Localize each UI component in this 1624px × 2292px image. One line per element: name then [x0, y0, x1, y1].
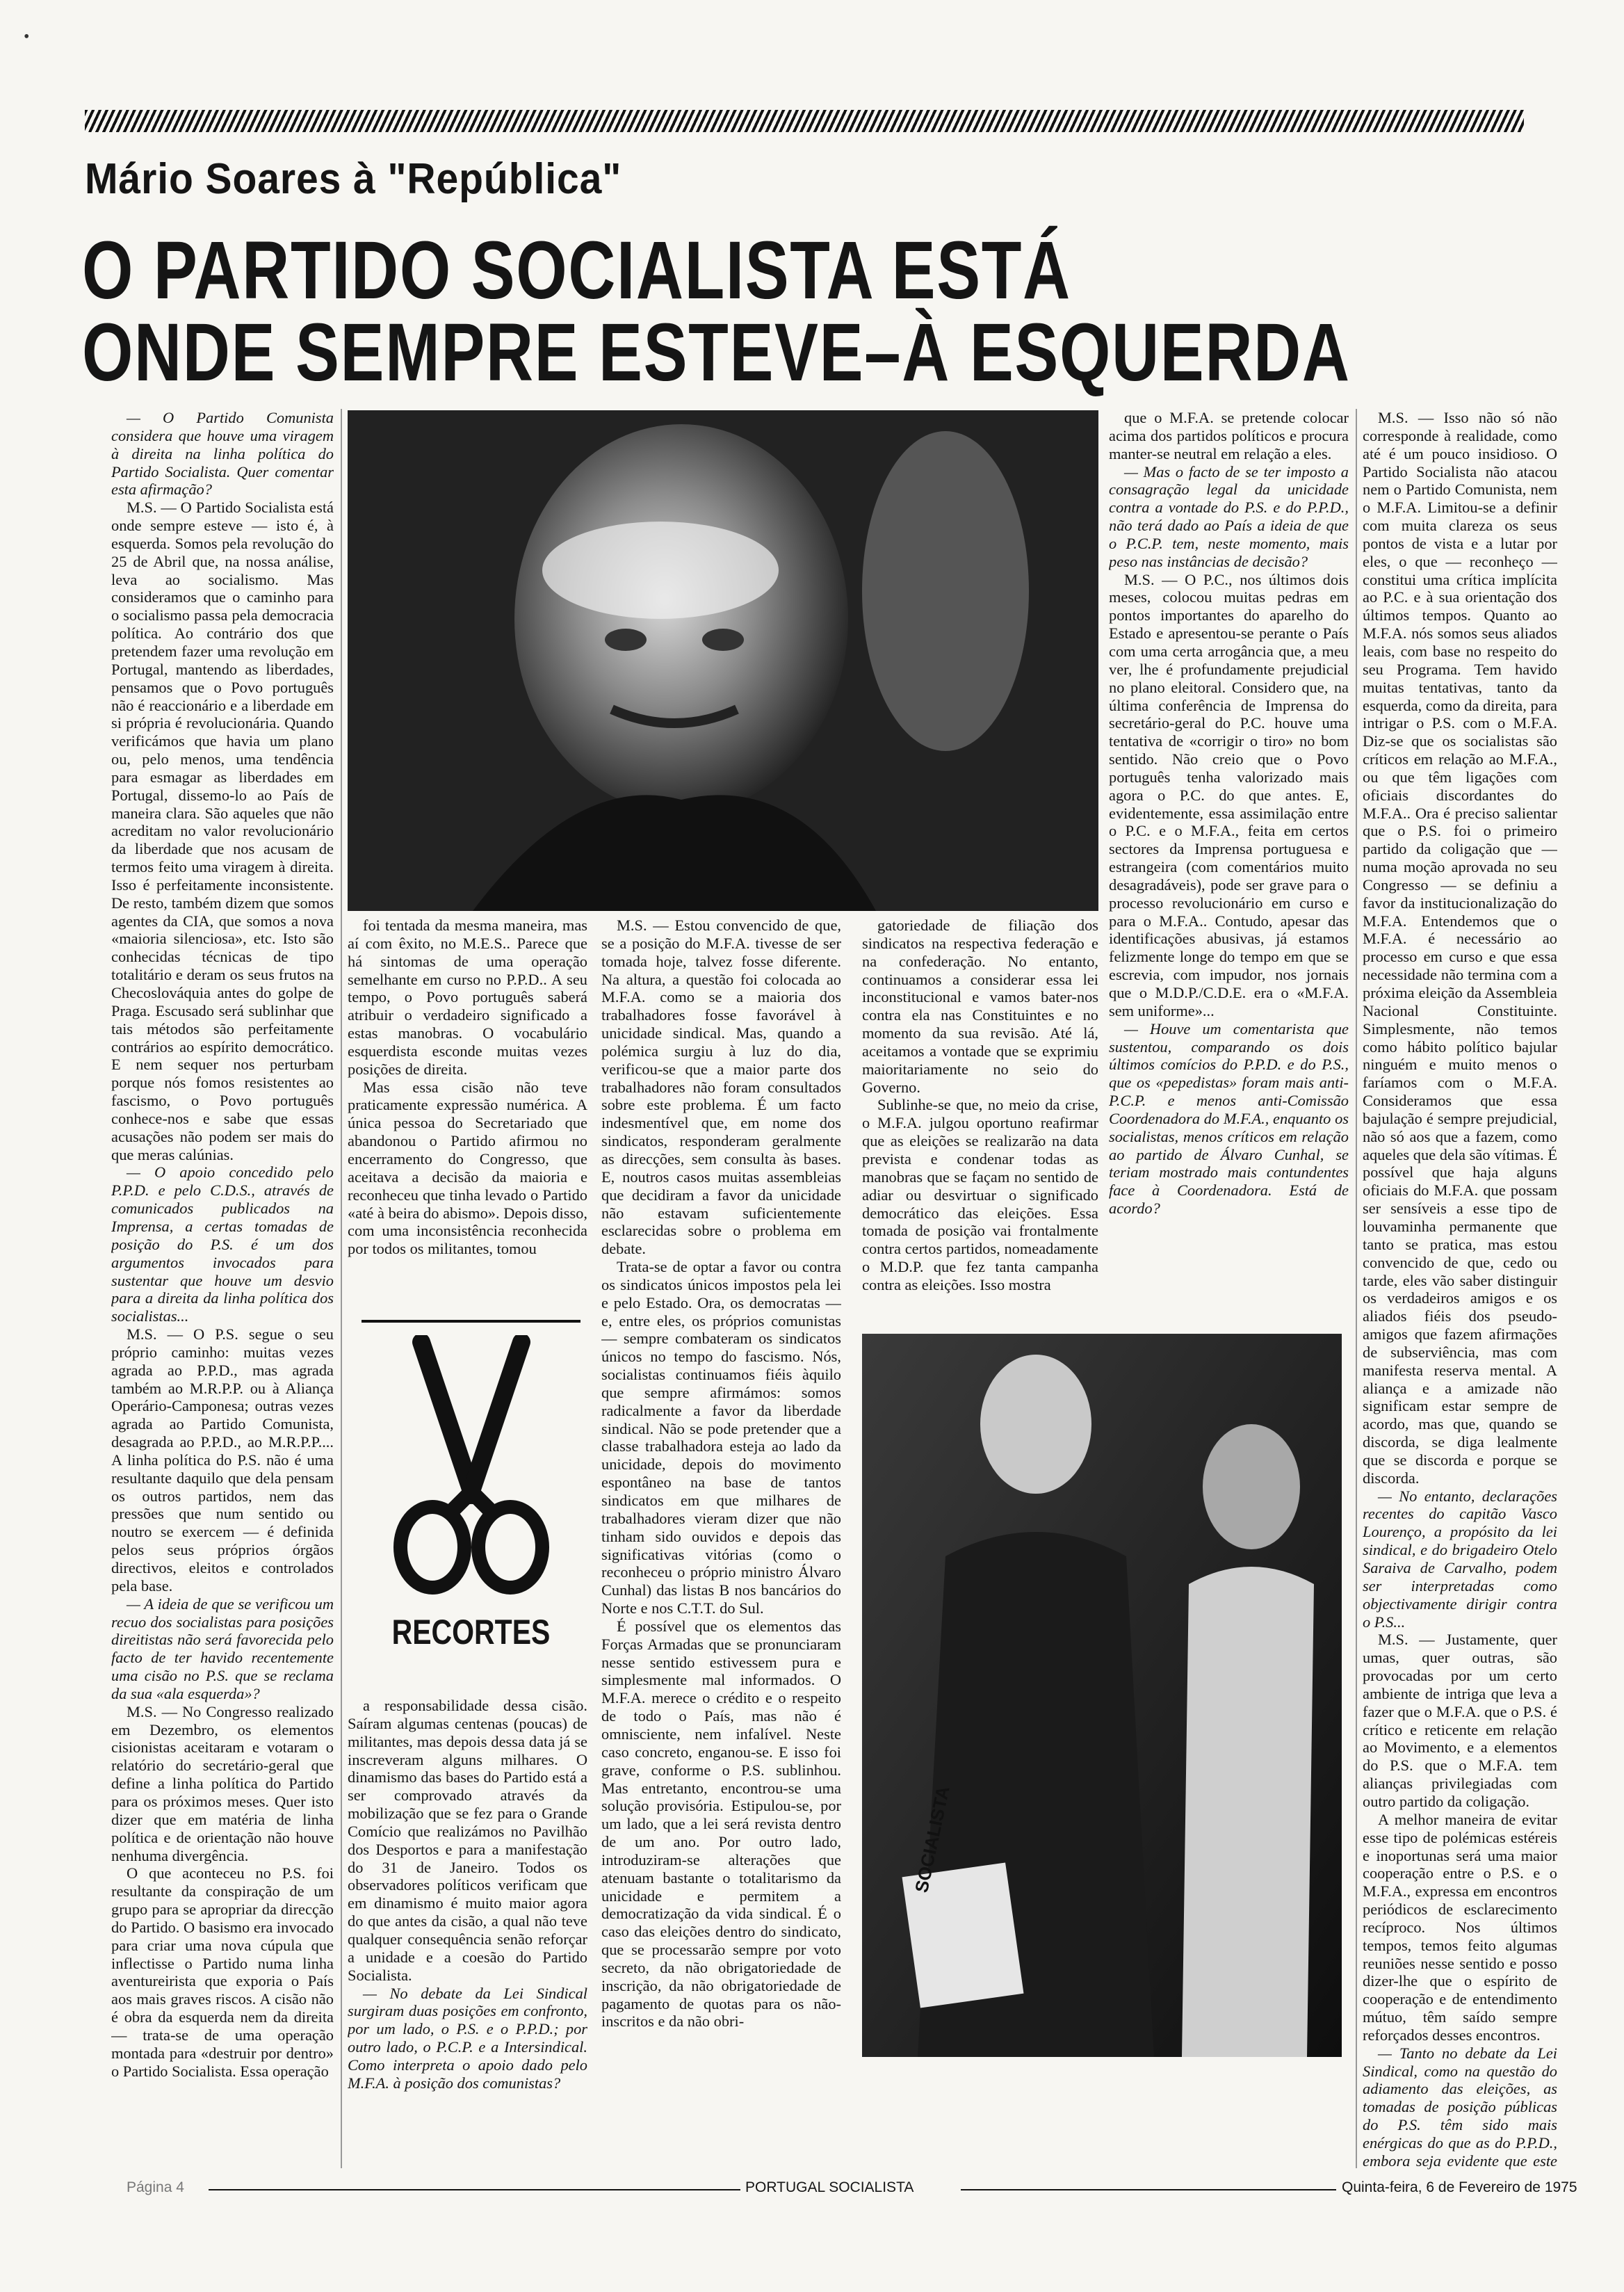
interview-answer: M.S. — O P.S. segue o seu próprio caminho: muitas vezes agrada ao P.P.D., mas agrada também ao M.R.P.P. ou à Aliança Operário-Camponesa; outras vezes agrada ao Partido Comunista, desagrada ao P.P.D., ao M.R.P.P.... A linha política do P.S. não é uma resultante daquilo que dela pensam os outros partidos, nem das pressões que num sentido ou noutro se exercem — é definida pelos seus próprios órgãos directivos, eleitos e controlados pela base.	[111, 1325, 334, 1595]
header-hatch-band	[85, 110, 1524, 132]
article-column-3	[348, 1697, 587, 2170]
footer-rule-left	[209, 2189, 740, 2190]
interview-answer: É possível que os elementos das Forças Armadas que se pronunciaram nesse sentido estivessem pura e simplesmente mal informados. O M.F.A. merece o crédito e o respeito de todo o País, mas não é omnisciente, nem infalível. Neste caso concreto, enganou-se. E isso foi grave, conforme o P.S. sublinhou. Mas entretanto, encontrou-se uma solução provisória. Estipulou-se, por um lado, que a lei será revista dentro de um ano. Por outro lado, introduziram-se alterações que atenuam bastante o totalitarismo da unicidade e permitem a democratização da vida sindical. É o caso das eleições dentro do sindicato, que se processarão sempre por voto secreto, da não obrigatoriedade de inscrição, da não obrigatoriedade de pagamento de quotas para os não-inscritos e da não obri-	[601, 1617, 841, 2031]
photo-2-image	[862, 1334, 1342, 2057]
headline-line-1: O PARTIDO SOCIALISTA ESTÁ	[82, 225, 1071, 316]
photo-1-image	[348, 410, 1098, 911]
column-rule-1	[341, 409, 342, 2168]
article-column-2	[348, 917, 587, 1288]
interview-answer: foi tentada da mesma maneira, mas aí com êxito, no M.E.S.. Parece que há sintomas de uma operação semelhante em curso no P.P.D.. A seu tempo, o Povo português saberá atribuir o verdadeiro significado a estas manobras. O vocabulário esquerdista esconde muitas vezes posições de direita.	[348, 917, 587, 1078]
banner-text: SOCIALISTA	[911, 1784, 954, 1895]
headline-line-2: ONDE SEMPRE ESTEVE–À ESQUERDA	[82, 307, 1351, 398]
interview-answer: A melhor maneira de evitar esse tipo de polémicas estéreis e inoportunas será uma maior cooperação entre o P.S. e o M.F.A., expressa em encontros periódicos de esclarecimento recíproco. Nos últimos tempos, temos feito algumas reuniões nesse sentido e posso dizer-lhe que o espírito de cooperação e de entendimento mútuo, têm saído sempre reforçados desses encontros.	[1363, 1810, 1557, 2044]
footer-date: Quinta-feira, 6 de Fevereiro de 1975	[1342, 2179, 1577, 2195]
interview-question: — O apoio concedido pelo P.P.D. e pelo C.D.S., através de comunicados publicados na Imprensa, a certas tomadas de posição do P.S. é um dos argumentos invocados para sustentar que houve um desvio para a direita da linha política dos socialistas...	[111, 1163, 334, 1325]
photo-mario-soares	[348, 410, 1098, 911]
interview-answer: M.S. — Estou convencido de que, se a posição do M.F.A. tivesse de ser tomada hoje, talvez fosse diferente. Na altura, a questão foi colocada ao M.F.A. como se a maioria dos trabalhadores fosse favorável à unicidade sindical. Mas, quando a polémica surgiu à luz do dia, verificou-se que a maior parte dos trabalhadores não foram consultados sobre este problema. É um facto indesmentível que, em nome dos sindicatos, responderam geralmente as direcções, sem consulta às bases. E, noutros casos muitas assembleias que decidiram a favor da unicidade não estavam suficientemente esclarecidas sobre o problema em debate.	[601, 917, 841, 1258]
interview-answer: M.S. — Justamente, quer umas, quer outras, são provocadas por um certo ambiente de intriga que leva a fazer que o M.F.A. que o P.S. é crítico e reticente em relação ao Movimento, e a elementos do P.S. que o M.F.A. tem alianças privilegiadas com outro partido da coligação.	[1363, 1631, 1557, 1810]
footer-page-number: Página 4	[127, 2179, 184, 2195]
headline	[82, 225, 1351, 398]
interview-question: — No debate da Lei Sindical surgiram duas posições em confronto, por um lado, o P.S. e o P.P.D.; por outro lado, o P.C.P. e a Intersindical. Como interpreta o apoio dado pelo M.F.A. à posição dos comunistas?	[348, 1984, 587, 2092]
photo-soares-rally	[862, 1334, 1342, 2057]
article-column-6	[1109, 409, 1349, 1316]
interview-question: — Tanto no debate da Lei Sindical, como na questão do adiamento das eleições, as tomadas de posição públicas do P.S. têm sido mais enérgicas do que as do P.P.D., embora seja evidente que este	[1363, 2044, 1557, 2170]
interview-answer: Trata-se de optar a favor ou contra os sindicatos únicos impostos pela lei e pelo Estado. Ora, os democratas — e, entre eles, os próprios comunistas — sempre combateram os sindicatos únicos no tempo do fascismo. Nós, socialistas continuamos fiéis àquilo que sempre afirmámos: somos radicalmente a favor da liberdade sindical. Não se pode pretender que a classe trabalhadora esteja ao lado da unicidade, depois do movimento espontâneo na base de tantos sindicatos em que milhares de trabalhadores vieram dizer que não tinham sido ouvidos e depois das significativas vitórias (como o reconheceu o próprio ministro Álvaro Cunhal) das listas B nos bancários do Norte e nos C.T.T. do Sul.	[601, 1258, 841, 1617]
interview-question: — Houve um comentarista que sustentou, comparando os dois últimos comícios do P.P.D. e do P.S., que os «pepedistas» foram mais anti-P.C.P. e menos anti-Comissão Coordenadora do M.F.A., enquanto os socialistas, menos críticos em relação ao partido de Álvaro Cunhal, se teriam mostrado mais contundentes face à Coordenadora. Está de acordo?	[1109, 1019, 1349, 1218]
interview-question: — Mas o facto de se ter imposto a consagração legal da unicidade contra a vontade do P.S. e do P.P.D., não terá dado ao País a ideia de que o P.C.P. tem, neste momento, mais peso nas instâncias de decisão?	[1109, 462, 1349, 570]
interview-answer: O que aconteceu no P.S. foi resultante da conspiração de um grupo para se apropriar da direcção do Partido. O basismo era invocado para criar uma nova cúpula que inflectisse o Partido numa linha aventureirista que exporia o País aos mais graves riscos. A cisão não é obra da esquerda nem da direita — trata-se de uma operação montada para «destruir por dentro» o Partido Socialista. Essa operação	[111, 1864, 334, 2080]
recortes-top-rule	[362, 1320, 580, 1323]
interview-answer: M.S. — O P.C., nos últimos dois meses, colocou muitas pedras em pontos importantes do aparelho do Estado e apresentou-se perante o País com uma certa arrogância que, a meu ver, lhe é profundamente prejudicial no plano eleitoral. Considero que, na última conferência de Imprensa do secretário-geral do P.C. houve uma tentativa de «corrigir o tiro» no bom sentido. Não creio que o Povo português tenha valorizado mais agora o P.C. do que antes. E, evidentemente, essa assimilação entre o P.C. e o M.F.A., feita em certos sectores da Imprensa portuguesa e estrangeira (com comentários muito desagradáveis), pode ser grave para o processo revolucionário em curso e para o M.F.A.. Contudo, apesar das identificações abusivas, já estamos felizmente longe do tempo em que se escrevia, com impudor, nos jornais que o M.D.P./C.D.E. era o «M.F.A. sem uniforme»...	[1109, 570, 1349, 1019]
footer-rule-right	[961, 2189, 1336, 2190]
article-column-7	[1363, 409, 1557, 2170]
recortes-label: RECORTES	[391, 1613, 551, 1652]
interview-answer: M.S. — Isso não só não corresponde à realidade, como até é um pouco insidioso. O Partido Socialista não atacou nem o Partido Comunista, nem o M.F.A. Limitou-se a definir com muita clareza os seus pontos de vista e a lutar por eles, o que — reconheço — constitui uma crítica implícita ao P.C. e à sua orientação dos últimos tempos. Quanto ao M.F.A. nós somos seus aliados leais, com base no respeito do seu Programa. Tem havido muitas tentativas, tanto da esquerda, como da direita, para intrigar o P.S. com o M.F.A. Diz-se que os socialistas são críticos em relação ao M.F.A., ou que têm ligações com oficiais discordantes do M.F.A.. Ora é preciso salientar que o P.S. foi o primeiro partido da coligação que — numa moção aprovada no seu Congresso — se definiu a favor da institucionalização do M.F.A. Entendemos que o M.F.A. é necessário ao processo em curso e que essa necessidade não termina com a próxima eleição da Assembleia Nacional Constituinte. Simplesmente, não temos como hábito político bajular ninguém e muito menos o faríamos com o M.F.A. Consideramos que essa bajulação é sempre prejudicial, não só aos que a fazem, como aqueles que dela são vítimas. É possível que haja alguns oficiais do M.F.A. que possam ser sensíveis a esse tipo de louvaminha permanente que tanto se pratica, mas estou convencido de que, cedo ou tarde, eles vão saber distinguir os verdadeiros amigos e os aliados fiéis dos pseudo-amigos que fazem afirmações de subserviência, mas com manifesta reserva mental. A aliança e a amizade não significam estar sempre de acordo, mas que, quando se discorda, se diga lealmente que se discorda e porque se discorda.	[1363, 409, 1557, 1487]
interview-answer: a responsabilidade dessa cisão. Saíram algumas centenas (poucas) de militantes, mas depois dessa data já se inscreveram alguns milhares. O dinamismo das bases do Partido está a ser comprovado através da mobilização que se fez para o Grande Comício que realizámos no Pavilhão dos Desportos e para a manifestação do 31 de Janeiro. Todos os observadores políticos verificam que em dinamismo é muito maior agora do que antes da cisão, a qual não teve qualquer consequência senão reforçar a unidade e a coesão do Partido Socialista.	[348, 1697, 587, 1984]
interview-question: — No entanto, declarações recentes do capitão Vasco Lourenço, a propósito da lei sindical, e do brigadeiro Otelo Saraiva de Carvalho, podem ser interpretadas como objectivamente dirigir contra o P.S...	[1363, 1487, 1557, 1631]
article-column-4	[601, 917, 841, 2170]
interview-answer: M.S. — O Partido Socialista está onde sempre esteve — isto é, à esquerda. Somos pela revolução do 25 de Abril que, na nossa análise, leva ao socialismo. Mas consideramos que o caminho para o socialismo passa pela democracia política. Ao contrário dos que pretendem fazer uma revolução em Portugal, mantendo as liberdades, pensamos que o Povo português não é reaccionário e a liberdade em si própria é revolucionária. Quando verificámos que havia um plano ou, pelo menos, uma tendência para esmagar as liberdades em Portugal, dissemo-lo ao País de maneira clara. São aqueles que não acreditam no valor revolucionário da liberdade que nos acusam de termos feito uma viragem à direita. Isso é perfeitamente inconsistente. De resto, também dizem que somos agentes da CIA, que somos a nova «maioria silenciosa», etc. Isto são conhecidas técnicas de tipo totalitário e deram os seus frutos na Checoslováquia antes do golpe de Praga. Escusado será sublinhar que tais métodos são perfeitamente contrários ao espírito democrático. E nem sequer nos perturbam porque nós fomos resistentes ao fascismo, o Povo português conhece-nos e sabe que essas acusações não podem ser mais do que meras calúnias.	[111, 499, 334, 1163]
scissors-icon	[381, 1335, 562, 1599]
kicker-title: Mário Soares à "República"	[85, 155, 622, 203]
footer-newspaper-name: PORTUGAL SOCIALISTA	[745, 2179, 914, 2195]
article-column-5	[862, 917, 1098, 1316]
interview-answer: Mas essa cisão não teve praticamente expressão numérica. A única pessoa do Secretariado que abandonou o Partido afirmou no encerramento do Congresso, que aceitava a decisão da maioria e reconheceu que tinha levado o Partido «até à beira do abismo». Depois disso, com uma inconsistência reconhecida por todos os militantes, tomou	[348, 1078, 587, 1258]
interview-answer: Sublinhe-se que, no meio da crise, o M.F.A. julgou oportuno reafirmar que as eleições se realizarão na data prevista e condenar todas as manobras que se façam no sentido de adiar ou desvirtuar o significado democrático das eleições. Essa tomada de posição vai frontalmente contra certos partidos, nomeadamente o M.D.P. que fez tanta campanha contra as eleições. Isso mostra	[862, 1096, 1098, 1293]
column-rule-6	[1356, 409, 1357, 2168]
interview-answer: M.S. — No Congresso realizado em Dezembro, os elementos cisionistas aceitaram e votaram o relatório do secretário-geral que define a linha política do Partido para os próximos meses. Quer isto dizer que em matéria de linha política e de orientação não houve nenhuma divergência.	[111, 1702, 334, 1864]
interview-question: — O Partido Comunista considera que houve uma viragem à direita na linha política do Partido Socialista. Quer comentar esta afirmação?	[111, 409, 334, 499]
article-column-1	[111, 409, 334, 2170]
interview-answer: que o M.F.A. se pretende colocar acima dos partidos políticos e procura manter-se neutral em relação a eles.	[1109, 409, 1349, 462]
interview-answer: gatoriedade de filiação dos sindicatos na respectiva federação e na confederação. No entanto, continuamos a considerar essa lei inconstitucional e vamos bater-nos contra ela nas Constituintes e no momento da sua revisão. Até lá, aceitamos a vontade que se exprimiu maioritariamente no seio do Governo.	[862, 917, 1098, 1096]
interview-question: — A ideia de que se verificou um recuo dos socialistas para posições direitistas não será favorecida pelo facto de ter havido recentemente uma cisão no P.S. que se reclama da sua «ala esquerda»?	[111, 1595, 334, 1702]
scan-mark: •	[24, 28, 30, 46]
